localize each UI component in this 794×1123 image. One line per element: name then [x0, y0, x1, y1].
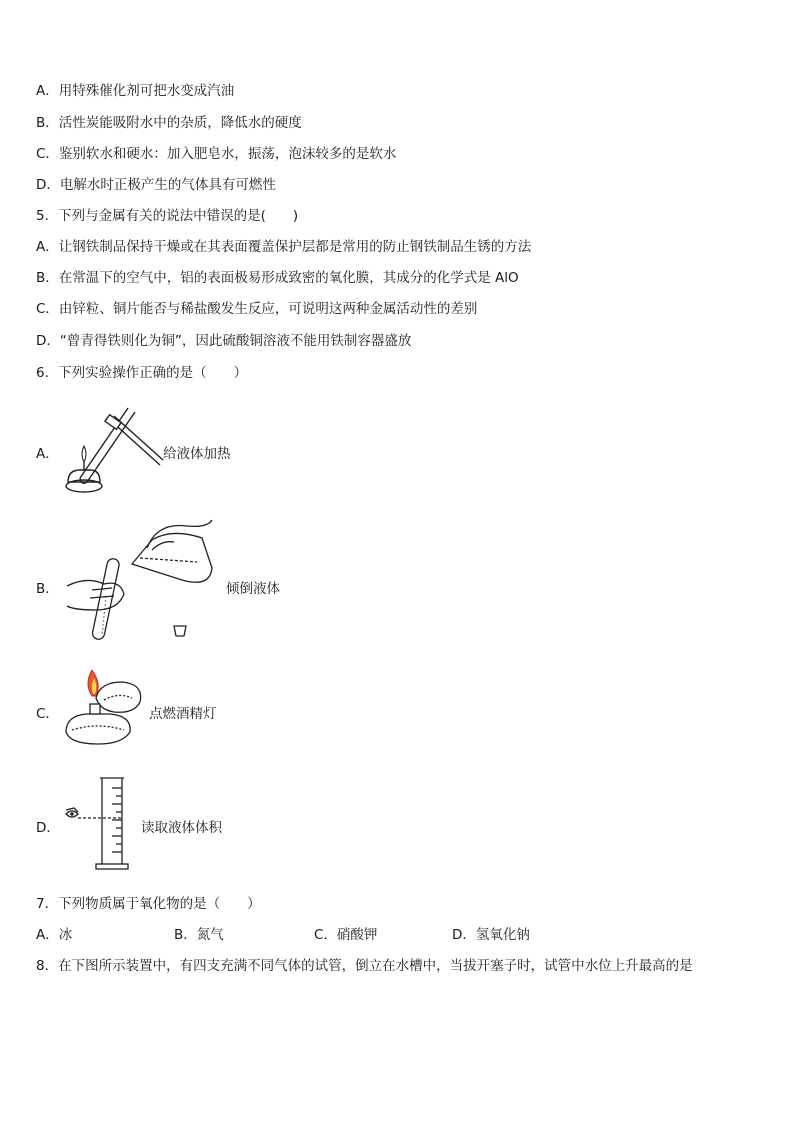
- q6-option-d-label: D．: [36, 820, 60, 836]
- q7-option-d: D．氢氧化钠: [452, 927, 530, 943]
- q4-option-a: A．用特殊催化剂可把水变成汽油: [36, 83, 235, 99]
- q6-option-a-label: A．: [36, 446, 59, 462]
- q4-option-d: D．电解水时正极产生的气体具有可燃性: [36, 177, 276, 193]
- q6-option-a-caption: 给液体加热: [163, 446, 231, 462]
- q7-option-b: B．氮气: [174, 927, 224, 943]
- q7-stem: 7．下列物质属于氧化物的是（ ）: [36, 896, 261, 912]
- q6-option-c-label: C．: [36, 706, 59, 722]
- q6-option-d-caption: 读取液体体积: [141, 820, 222, 836]
- q5-stem: 5．下列与金属有关的说法中错误的是( ): [36, 208, 299, 224]
- q6-option-b-label: B．: [36, 581, 59, 597]
- q4-option-b: B．活性炭能吸附水中的杂质，降低水的硬度: [36, 115, 302, 131]
- q6-option-c-caption: 点燃酒精灯: [149, 706, 217, 722]
- q5-option-b: B．在常温下的空气中，铝的表面极易形成致密的氧化膜，其成分的化学式是 AlO: [36, 270, 519, 286]
- q8-stem: 8．在下图所示装置中，有四支充满不同气体的试管，倒立在水槽中，当拔开塞子时，试管中水位上升最高的是: [36, 958, 693, 974]
- heating-liquid-figure: [60, 400, 170, 500]
- reading-volume-figure: [60, 774, 140, 872]
- q5-option-d: D．“曾青得铁则化为铜”，因此硫酸铜溶液不能用铁制容器盛放: [36, 333, 412, 349]
- q5-option-c: C．由锌粒、铜片能否与稀盐酸发生反应，可说明这两种金属活动性的差别: [36, 301, 478, 317]
- q6-stem: 6．下列实验操作正确的是（ ）: [36, 365, 248, 381]
- pouring-liquid-figure: [62, 518, 222, 646]
- q4-option-c: C．鉴别软水和硬水：加入肥皂水，振荡，泡沫较多的是软水: [36, 146, 397, 162]
- q7-option-a: A．冰: [36, 927, 73, 943]
- lighting-alcohol-lamp-figure: [62, 668, 152, 746]
- q5-option-a: A．让钢铁制品保持干燥或在其表面覆盖保护层都是常用的防止钢铁制品生锈的方法: [36, 239, 532, 255]
- q7-option-c: C．硝酸钾: [314, 927, 378, 943]
- q7-options: [36, 926, 530, 944]
- q6-option-b-caption: 倾倒液体: [226, 581, 280, 597]
